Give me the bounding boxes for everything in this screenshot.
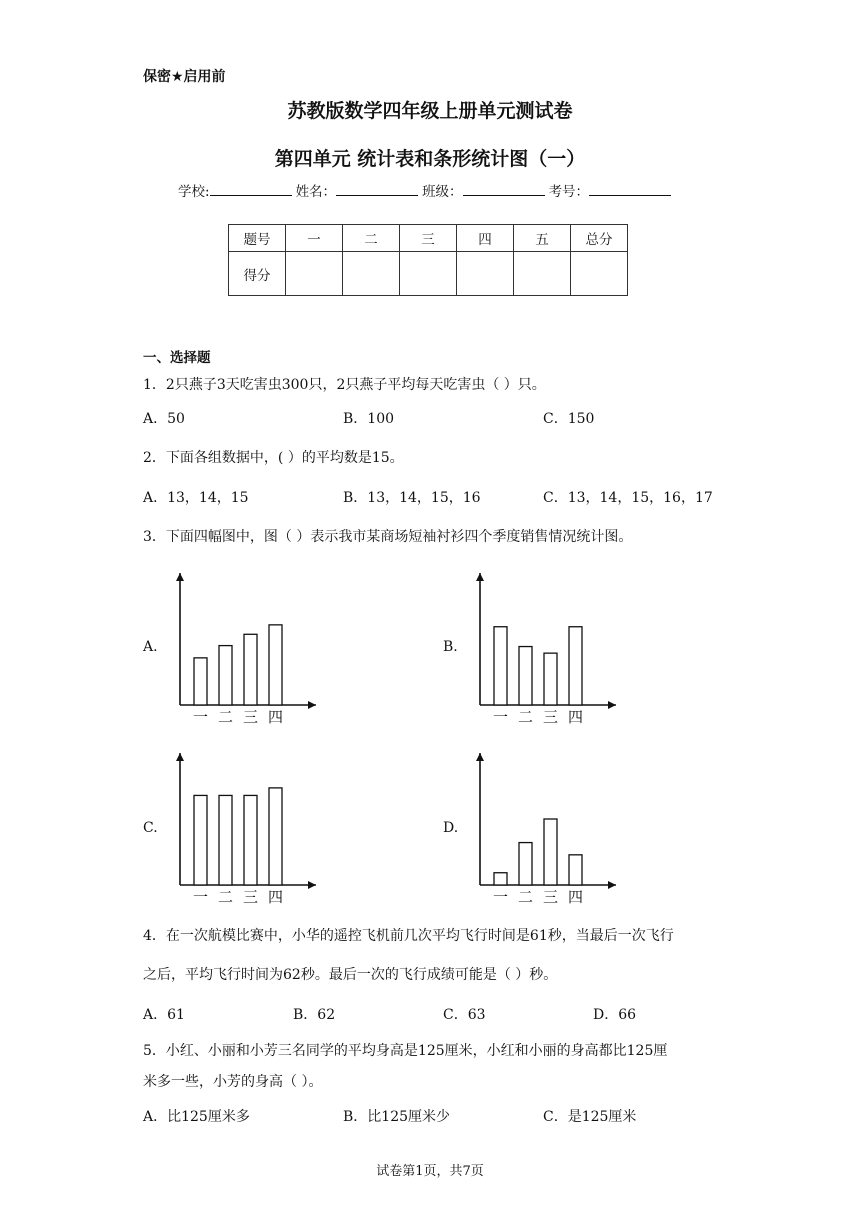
bar [219, 795, 232, 885]
bar [569, 627, 582, 705]
score-input-cell[interactable] [514, 252, 571, 296]
q5-option-a[interactable]: A．比125厘米多 [143, 1109, 250, 1125]
school-label: 学校: [178, 184, 210, 200]
category-tick-label: 一 [192, 888, 209, 906]
category-tick-label: 一 [192, 708, 209, 726]
question-5-line-1: 5．小红、小丽和小芳三名同学的平均身高是125厘米，小红和小丽的身高都比125厘 [143, 1043, 668, 1059]
score-input-cell[interactable] [571, 252, 628, 296]
q4-option-d[interactable]: D．66 [593, 1007, 637, 1023]
category-tick-label: 二 [217, 708, 234, 726]
category-tick-label: 三 [542, 888, 559, 906]
category-tick-label: 四 [267, 708, 284, 726]
q4-option-b[interactable]: B．62 [293, 1007, 336, 1023]
q5-option-c[interactable]: C．是125厘米 [543, 1109, 637, 1125]
bar [519, 647, 532, 705]
category-tick-label: 二 [517, 888, 534, 906]
score-input-cell[interactable] [343, 252, 400, 296]
question-3: 3．下面四幅图中，图（ ）表示我市某商场短袖衬衫四个季度销售情况统计图。 [143, 529, 633, 545]
bar-chart-c[interactable] [160, 745, 330, 910]
score-cell: 三 [400, 225, 457, 252]
q3-option-d-label[interactable]: D. [443, 820, 459, 836]
score-table [228, 224, 628, 296]
school-blank[interactable] [210, 180, 292, 196]
y-axis-arrow [476, 573, 484, 581]
bar [269, 625, 282, 705]
category-tick-label: 四 [267, 888, 284, 906]
score-cell: 总分 [571, 225, 628, 252]
category-tick-label: 一 [492, 708, 509, 726]
score-input-cell[interactable] [400, 252, 457, 296]
exam-title: 苏教版数学四年级上册单元测试卷 [287, 100, 573, 122]
q2-option-b[interactable]: B．13，14，15，16 [343, 490, 481, 506]
bar [544, 819, 557, 885]
section-title: 一、选择题 [143, 350, 211, 366]
q3-option-b-label[interactable]: B. [443, 639, 458, 655]
name-label: 姓名： [295, 184, 337, 200]
question-2: 2．下面各组数据中，( ）的平均数是15。 [143, 450, 404, 466]
question-4-line-1: 4．在一次航模比赛中，小华的遥控飞机前几次平均飞行时间是61秒，当最后一次飞行 [143, 928, 674, 944]
question-5-line-2: 米多一些，小芳的身高（ ）。 [143, 1074, 323, 1090]
x-axis-arrow [608, 701, 616, 709]
q4-option-a[interactable]: A．61 [143, 1007, 185, 1023]
category-tick-label: 一 [492, 888, 509, 906]
q1-option-a[interactable]: A．50 [143, 411, 185, 427]
category-tick-label: 二 [517, 708, 534, 726]
bar [244, 634, 257, 705]
category-tick-label: 四 [567, 708, 584, 726]
bar [194, 795, 207, 885]
category-tick-label: 四 [567, 888, 584, 906]
q1-option-c[interactable]: C．150 [543, 411, 595, 427]
score-table-header-row [229, 225, 628, 252]
score-cell: 四 [457, 225, 514, 252]
category-tick-label: 三 [242, 888, 259, 906]
bar [544, 653, 557, 705]
q4-option-c[interactable]: C．63 [443, 1007, 486, 1023]
category-tick-label: 二 [217, 888, 234, 906]
bar [269, 788, 282, 885]
bar [519, 843, 532, 885]
bar [244, 795, 257, 885]
score-row-label: 得分 [229, 252, 286, 296]
q1-option-b[interactable]: B．100 [343, 411, 395, 427]
bar [494, 873, 507, 885]
exam-number-label: 考号： [548, 184, 590, 200]
exam-number-blank[interactable] [589, 180, 671, 196]
bar-chart-d[interactable] [460, 745, 630, 910]
category-tick-label: 三 [242, 708, 259, 726]
q5-option-b[interactable]: B．比125厘米少 [343, 1109, 451, 1125]
bar [494, 627, 507, 705]
name-blank[interactable] [336, 180, 418, 196]
score-cell: 一 [286, 225, 343, 252]
bar [219, 646, 232, 705]
bar-chart-b[interactable] [460, 565, 630, 730]
x-axis-arrow [308, 881, 316, 889]
student-info-line [178, 180, 675, 200]
q2-option-c[interactable]: C．13，14，15，16，17 [543, 490, 713, 506]
class-label: 班级： [422, 184, 463, 200]
q2-option-a[interactable]: A．13，14，15 [143, 490, 249, 506]
bar [194, 658, 207, 705]
q3-option-a-label[interactable]: A. [143, 639, 158, 655]
class-blank[interactable] [463, 180, 545, 196]
score-table-score-row [229, 252, 628, 296]
score-cell: 题号 [229, 225, 286, 252]
question-1: 1．2只燕子3天吃害虫300只，2只燕子平均每天吃害虫（ ）只。 [143, 377, 546, 393]
category-tick-label: 三 [542, 708, 559, 726]
x-axis-arrow [608, 881, 616, 889]
q3-option-c-label[interactable]: C. [143, 820, 158, 836]
score-cell: 二 [343, 225, 400, 252]
y-axis-arrow [176, 573, 184, 581]
score-input-cell[interactable] [457, 252, 514, 296]
confidential-label: 保密★启用前 [143, 69, 226, 85]
unit-title: 第四单元 统计表和条形统计图（一） [274, 148, 586, 170]
x-axis-arrow [308, 701, 316, 709]
score-cell: 五 [514, 225, 571, 252]
page-footer: 试卷第1页，共7页 [376, 1164, 484, 1179]
question-4-line-2: 之后，平均飞行时间为62秒。最后一次的飞行成绩可能是（ ）秒。 [143, 967, 558, 983]
score-input-cell[interactable] [286, 252, 343, 296]
y-axis-arrow [476, 753, 484, 761]
y-axis-arrow [176, 753, 184, 761]
bar [569, 855, 582, 885]
bar-chart-a[interactable] [160, 565, 330, 730]
